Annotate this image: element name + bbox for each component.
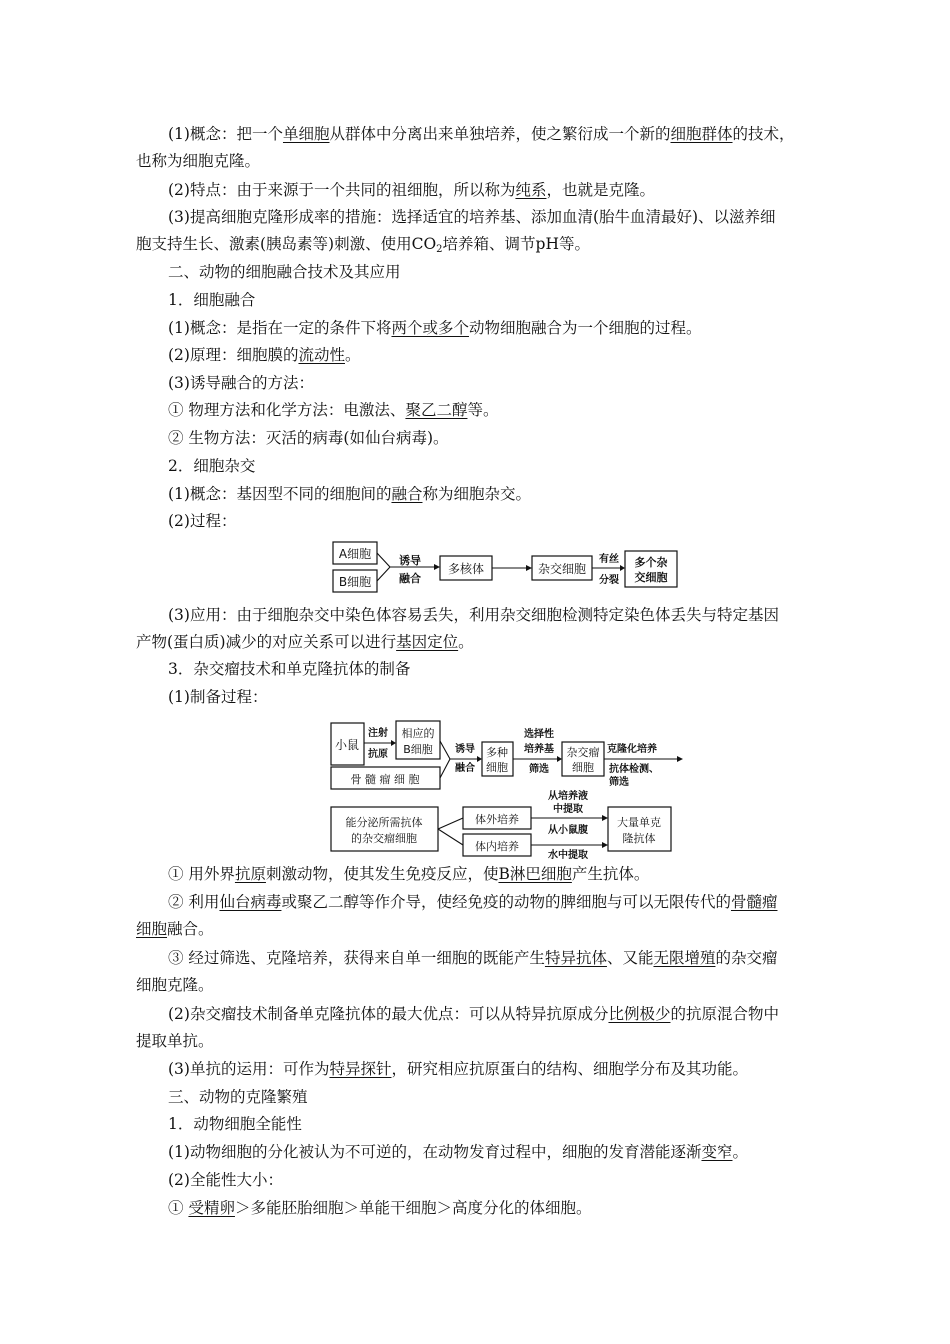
text-line: ② 生物方法：灭活的病毒(如仙台病毒)。 xyxy=(168,429,449,447)
screen-label: 筛选 xyxy=(529,764,549,775)
text-line: 细胞克隆。 xyxy=(136,976,214,994)
subheading: 2．细胞杂交 xyxy=(168,457,256,475)
cell-b-label: B细胞 xyxy=(338,575,372,589)
monoclonal-antibody-diagram xyxy=(328,715,708,860)
arrow-head xyxy=(557,756,562,762)
secreting-line2: 的杂交瘤细胞 xyxy=(351,832,417,845)
arrow-head xyxy=(677,756,683,762)
text-line: (1)动物细胞的分化被认为不可逆的，在动物发育过程中，细胞的发育潜能逐渐变窄。 xyxy=(168,1143,748,1161)
section-heading: 二、动物的细胞融合技术及其应用 xyxy=(168,263,401,281)
text-line: 细胞融合。 xyxy=(136,920,214,938)
extract-medium-line1: 从培养液 xyxy=(548,791,588,802)
text-line: 产物(蛋白质)减少的对应关系可以进行基因定位。 xyxy=(136,633,474,651)
detect-label: 抗体检测、 xyxy=(609,764,659,775)
text-line: ③ 经过筛选、克隆培养，获得来自单一细胞的既能产生特异抗体、又能无限增殖的杂交瘤 xyxy=(168,949,778,967)
antigen-label: 抗原 xyxy=(368,749,388,760)
text-line: (2)特点：由于来源于一个共同的祖细胞，所以称为纯系，也就是克隆。 xyxy=(168,181,655,199)
cell-a-label: A细胞 xyxy=(338,547,372,561)
arrow-head xyxy=(391,740,396,746)
text-line: (1)概念：把一个单细胞从群体中分离出来单独培养，使之繁衍成一个新的细胞群体的技术， xyxy=(168,125,795,143)
text-line: (3)提高细胞克隆形成率的措施：选择适宜的培养基、添加血清(胎牛血清最好)、以滋养细 xyxy=(168,208,776,226)
b-cell-line1: 相应的 xyxy=(401,727,435,740)
text-line: (3)应用：由于细胞杂交中染色体容易丢失，利用杂交细胞检测特定染色体丢失与特定基因 xyxy=(168,606,779,624)
arrow-head xyxy=(602,842,608,848)
fuse-label: 融合 xyxy=(399,572,421,585)
arrow-head xyxy=(477,756,482,762)
text-line: ① 用外界抗原刺激动物，使其发生免疫反应，使B淋巴细胞产生抗体。 xyxy=(168,865,650,883)
hybridoma-line2: 细胞 xyxy=(572,761,594,774)
arrow-head xyxy=(602,815,608,821)
section-heading: 三、动物的克隆繁殖 xyxy=(168,1088,308,1106)
myeloma-label: 骨 髓 瘤 细 胞 xyxy=(350,773,420,786)
selective-label: 选择性 xyxy=(524,729,554,740)
induce-label: 诱导 xyxy=(399,554,421,567)
in-vivo-label: 体内培养 xyxy=(475,840,519,853)
extract-ascites-line1: 从小鼠腹 xyxy=(548,825,588,836)
text-line: (2)杂交瘤技术制备单克隆抗体的最大优点：可以从特异抗原成分比例极少的抗原混合物中 xyxy=(168,1005,779,1023)
text-line: ① 受精卵＞多能胚胎细胞＞单能干细胞＞高度分化的体细胞。 xyxy=(168,1199,592,1217)
subheading: 1．动物细胞全能性 xyxy=(168,1115,302,1133)
text-line: 提取单抗。 xyxy=(136,1032,214,1050)
clone-culture-label: 克隆化培养 xyxy=(607,744,657,755)
mab-line1: 大量单克 xyxy=(617,816,661,829)
branch-line xyxy=(438,829,463,845)
b-cell-line2: B细胞 xyxy=(403,743,433,756)
text-line: 胞支持生长、激素(胰岛素等)刺激、使用$CO_2$培养箱、调节pH等。 xyxy=(136,235,590,255)
subheading: 3．杂交瘤技术和单克隆抗体的制备 xyxy=(168,660,411,678)
branch-line xyxy=(438,818,463,829)
text-line: (1)概念：基因型不同的细胞间的融合称为细胞杂交。 xyxy=(168,485,531,503)
in-vitro-label: 体外培养 xyxy=(475,813,519,826)
text-line: ② 利用仙台病毒或聚乙二醇等作介导，使经免疫的动物的脾细胞与可以无限传代的骨髓瘤 xyxy=(168,893,778,911)
secreting-line1: 能分泌所需抗体 xyxy=(345,816,423,829)
text-line: ① 物理方法和化学方法：电激法、聚乙二醇等。 xyxy=(168,401,499,419)
merge-lines xyxy=(377,553,390,581)
arrow-head xyxy=(526,565,532,571)
many-cells-line1: 多种 xyxy=(486,746,508,759)
fuse-label: 融合 xyxy=(455,763,475,774)
text-line: (1)概念：是指在一定的条件下将两个或多个动物细胞融合为一个细胞的过程。 xyxy=(168,319,702,337)
mouse-label: 小鼠 xyxy=(334,738,360,752)
inject-label: 注射 xyxy=(368,728,388,739)
text-line: (1)制备过程： xyxy=(168,688,268,706)
arrow-head xyxy=(620,565,625,571)
hybrid-cell-label: 杂交细胞 xyxy=(537,562,587,576)
many-cells-line2: 细胞 xyxy=(486,761,508,774)
result-line1: 多个杂 xyxy=(634,556,668,569)
hybridoma-line1: 杂交瘤 xyxy=(566,746,600,759)
induce-label: 诱导 xyxy=(455,744,475,755)
text-line: (3)诱导融合的方法： xyxy=(168,374,314,392)
text-line: (2)过程： xyxy=(168,512,237,530)
text-line: (3)单抗的运用：可作为特异探针，研究相应抗原蛋白的结构、细胞学分布及其功能。 xyxy=(168,1060,748,1078)
multinuclear-label: 多核体 xyxy=(447,562,485,576)
division-label: 分裂 xyxy=(599,575,619,586)
extract-medium-line2: 中提取 xyxy=(553,804,583,815)
text-line: (2)全能性大小： xyxy=(168,1171,283,1189)
text-line: (2)原理：细胞膜的流动性。 xyxy=(168,346,361,364)
medium-label: 培养基 xyxy=(524,744,554,755)
merge-lines xyxy=(440,741,450,778)
mab-line2: 隆抗体 xyxy=(622,832,656,845)
arrow-head xyxy=(434,564,440,570)
text-line: 也称为细胞克隆。 xyxy=(136,152,261,170)
result-line2: 交细胞 xyxy=(634,571,668,584)
screen2-label: 筛选 xyxy=(609,777,629,788)
extract-ascites-line2: 水中提取 xyxy=(548,850,588,860)
cell-hybridization-diagram xyxy=(330,538,680,594)
mitosis-label: 有丝 xyxy=(599,554,619,565)
subheading: 1．细胞融合 xyxy=(168,291,256,309)
